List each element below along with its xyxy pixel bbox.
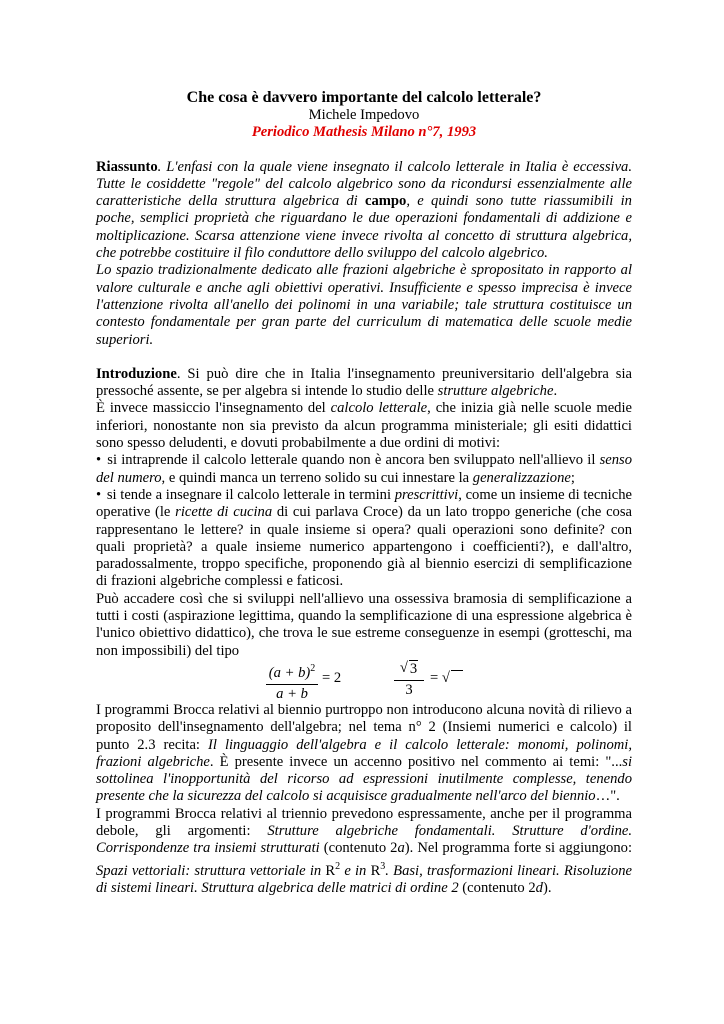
- intro-emphasis: calcolo letterale: [330, 400, 428, 417]
- paper-title: Che cosa è davvero importante del calcolo letterale?: [186, 89, 542, 106]
- intro-text: , che inizia già nelle scuole medie inferiori, nonostante non sia previsto da alcun programma ministeriale; gli esiti didattici sono spesso deludenti, e dovuti probabilmente a due ordini di motivi:: [96, 400, 633, 452]
- brocca-emphasis: Spazi vettoriali: struttura vettoriale in: [96, 862, 326, 879]
- keyword-campo: campo: [365, 193, 407, 210]
- set-r: R: [325, 862, 336, 879]
- fraction-bar: [394, 680, 424, 681]
- bullet-icon: •: [96, 486, 102, 503]
- bullet-text: si intraprende il calcolo letterale quando non è ancora ben sviluppato nell'allievo il: [103, 452, 600, 469]
- brocca-paragraph-2: [96, 806, 632, 897]
- brocca-text: I programmi Brocca relativi al biennio purtroppo non introducono alcuna novità di rilievo a proposito dell'insegnamento dell'algebra; nel tema n° 2 (Insiemi numerici e calcolo) il punto 2.3 recita:: [96, 701, 632, 753]
- bullet-text: , e quindi manca un terreno solido su cui innestare la: [161, 469, 473, 486]
- radical-icon: √: [441, 669, 450, 686]
- fraction-2: [394, 660, 424, 699]
- bullet-text: di cui parlava Croce) da un lato troppo generiche (che cosa rappresentano le lettere? in quale insieme si opera? quali operazioni sono definite? con quali proprietà? a quale insieme numerico appartengono i coefficienti?), e dall'altro, paradossalmente, troppo specifiche, proponendo già al biennio esercizi di semplificazione di frazioni algebriche complessi e faticosi.: [96, 504, 633, 590]
- brocca-emphasis: a: [397, 840, 405, 857]
- intro-text: .: [553, 383, 558, 400]
- brocca-emphasis: si sottolinea l'inopportunità del ricorso ad espressioni inutilmente complesse, tenendo presente che la sicurezza del calcolo si acquisisce gradualmente nell'arco del biennio: [96, 753, 632, 805]
- exponent: 3: [380, 860, 386, 872]
- radical-icon: √: [399, 659, 408, 676]
- bullet-icon: •: [96, 452, 102, 469]
- fraction-1-denominator: a + b: [276, 685, 308, 702]
- fraction-1-numerator: $(a + b)^2$: [268, 662, 316, 681]
- exponent: 2: [335, 860, 341, 872]
- brocca-emphasis: d: [535, 879, 543, 896]
- intro-paragraph-3: Può accadere così che si sviluppi nell'allievo una ossessiva bramosia di semplificazione a tutti i costi (aspirazione legittima, quando la semplificazione di una espressione algebrica è l'unico obiettivo didattico), che trova le sue estreme conseguenze in esempi (grotteschi, ma non impossibili) del tipo: [96, 590, 632, 659]
- intro-emphasis: strutture algebriche: [437, 383, 554, 400]
- document-page: [96, 88, 632, 897]
- brocca-text: ).: [542, 879, 552, 896]
- bullet-text: si tende a insegnare il calcolo letterale in termini: [103, 486, 395, 503]
- abstract-text: . L'enfasi con la quale viene insegnato il calcolo letterale in Italia è eccessiva. Tutte le cosiddette "regole" del calcolo algebrico sono da ricondursi essenzialmente alle caratteristiche della struttura algebrica di: [96, 158, 632, 210]
- bullet-emphasis: ricette di cucina: [175, 504, 273, 521]
- abstract-text: , e quindi sono tutte riassumibili in poche, semplici proprietà che riguardano le due operazioni fondamentali di addizione e moltiplicazione. Scarsa attenzione viene invece rivolta al concetto di struttura algebrica, che potrebbe costituire il filo conduttore dello sviluppo del calcolo algebrico.: [96, 193, 632, 262]
- intro-text: . Si può dire che in Italia l'insegnamento preuniversitario dell'algebra sia pressoché assente, se per algebra si intende lo studio delle: [96, 365, 632, 400]
- bullet-emphasis: prescrittivi: [394, 486, 459, 503]
- abstract-paragraph-1: [96, 159, 632, 263]
- author: Michele Impedovo: [308, 107, 420, 123]
- brocca-emphasis: Strutture algebriche fondamentali. Strutture d'ordine. Corrispondenze tra insiemi strutturati: [96, 822, 633, 857]
- brocca-text: (contenuto 2: [319, 840, 398, 857]
- bullet-emphasis: generalizzazione: [472, 469, 571, 486]
- bullet-emphasis: senso del numero: [96, 452, 632, 486]
- abstract-label: Riassunto: [96, 158, 158, 175]
- fraction-bar: [266, 684, 318, 685]
- journal-reference: Periodico Mathesis Milano n°7, 1993: [251, 124, 477, 141]
- brocca-paragraph-1: [96, 702, 632, 806]
- brocca-emphasis: . Basi, trasformazioni lineari. Risoluzione di sistemi lineari. Struttura algebrica delle matrici di ordine 2: [96, 862, 632, 896]
- bullet-text: ;: [570, 469, 575, 486]
- intro-paragraph-1: [96, 366, 632, 401]
- brocca-text: (contenuto 2: [458, 879, 536, 896]
- intro-paragraph-2: [96, 400, 632, 452]
- bullet-text: , come un insieme di tecniche operative (le: [96, 486, 632, 521]
- bullet-item-2: [96, 487, 632, 591]
- abstract-paragraph-2: Lo spazio tradizionalmente dedicato alle frazioni algebriche è spropositato in rapporto al valore culturale e anche agli obiettivi operativi. Insufficiente e spesso imprecisa è invece l'attenzione rivolta all'anello dei polinomi in una variabile; tale struttura costituisce un contesto fondamentale per gran parte del curriculum di matematica delle scuole medie superiori.: [96, 262, 632, 348]
- fraction-2-denominator: 3: [405, 681, 413, 698]
- brocca-text: …".: [595, 788, 620, 805]
- fraction-2-numerator: √ 3: [399, 659, 418, 677]
- brocca-emphasis: e in: [340, 862, 371, 879]
- fraction-2-equals: = √: [430, 670, 463, 688]
- brocca-text: . È presente invece un accenno positivo nel commento ai temi: "...: [209, 753, 623, 770]
- intro-text: È invece massiccio l'insegnamento del: [96, 400, 331, 417]
- brocca-text: I programmi Brocca relativi al triennio prevedono espressamente, anche per il programma debole, gli argomenti:: [96, 805, 632, 839]
- bullet-item-1: [96, 452, 632, 487]
- set-r: R: [370, 862, 381, 879]
- fraction-1-equals: = 2: [322, 669, 342, 686]
- brocca-text: ). Nel programma forte si aggiungono:: [404, 840, 632, 857]
- formula-examples: [96, 660, 632, 702]
- brocca-emphasis: Il linguaggio dell'algebra e il calcolo letterale: monomi, polinomi, frazioni algebriche: [96, 736, 632, 770]
- fraction-1: [266, 660, 318, 703]
- intro-label: Introduzione: [96, 365, 177, 382]
